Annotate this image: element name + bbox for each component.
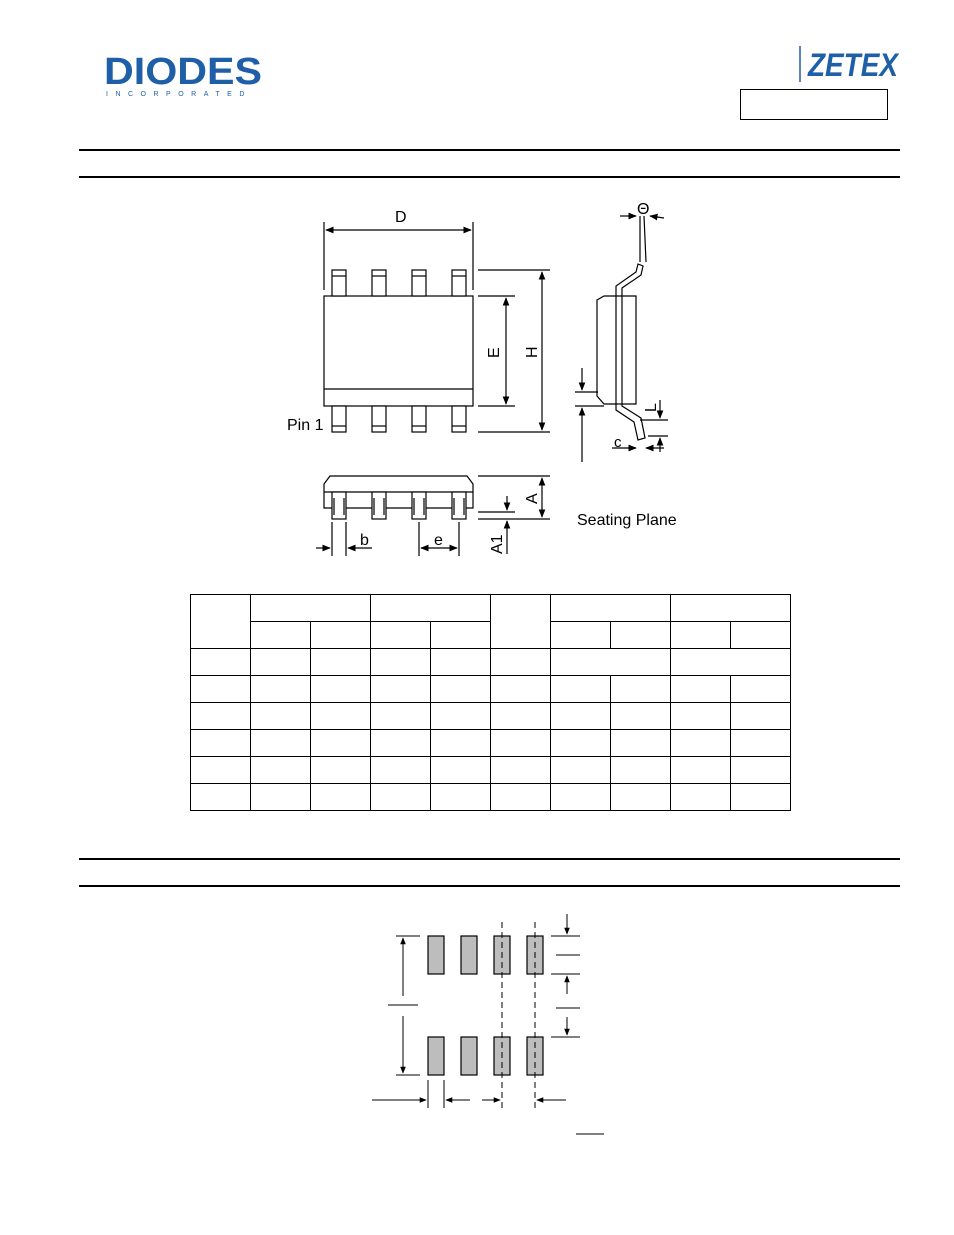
label-b: b (360, 532, 369, 549)
table-cell (551, 730, 611, 757)
table-cell (611, 757, 671, 784)
table-cell (611, 622, 671, 649)
table-cell (371, 730, 431, 757)
label-A: A (524, 493, 541, 504)
table-cell (371, 703, 431, 730)
table-cell (251, 649, 311, 676)
table-cell (671, 784, 731, 811)
table-cell (371, 622, 431, 649)
table-cell (491, 784, 551, 811)
table-row (191, 784, 791, 811)
table-cell (731, 784, 791, 811)
table-cell (551, 784, 611, 811)
label-e: e (434, 532, 443, 549)
table-cell (371, 757, 431, 784)
table-cell (731, 622, 791, 649)
pad-top-1 (428, 936, 444, 974)
table-cell (731, 757, 791, 784)
table-cell (491, 676, 551, 703)
zetex-logo-text: ZETEX (807, 47, 900, 83)
table-cell (371, 595, 491, 622)
table-cell (311, 649, 371, 676)
label-seating-plane: Seating Plane (577, 512, 677, 529)
table-cell (431, 730, 491, 757)
table-cell (311, 757, 371, 784)
pad-bottom-1 (428, 1037, 444, 1075)
table-cell (551, 757, 611, 784)
table-cell (491, 757, 551, 784)
table-cell (551, 595, 671, 622)
table-cell (191, 730, 251, 757)
table-cell (731, 730, 791, 757)
table-cell (431, 622, 491, 649)
table-cell (311, 784, 371, 811)
table-cell (251, 730, 311, 757)
table-cell (191, 784, 251, 811)
table-cell (671, 676, 731, 703)
table-row (191, 703, 791, 730)
table-cell (671, 757, 731, 784)
table-cell (551, 676, 611, 703)
table-cell (491, 703, 551, 730)
table-cell (431, 784, 491, 811)
table-cell (191, 649, 251, 676)
diodes-logo-text: DIODES (104, 52, 262, 93)
table-cell (251, 595, 371, 622)
table-cell (671, 595, 791, 622)
table-cell (491, 595, 551, 649)
table-cell (431, 649, 491, 676)
table-cell (551, 649, 671, 676)
table-cell (371, 649, 431, 676)
table-cell (431, 757, 491, 784)
table-cell (191, 757, 251, 784)
table-cell (251, 703, 311, 730)
table-row (191, 730, 791, 757)
table-cell (251, 622, 311, 649)
table-cell (311, 676, 371, 703)
table-cell (611, 676, 671, 703)
table-cell (191, 595, 251, 649)
table-cell (311, 703, 371, 730)
pad-bottom-2 (461, 1037, 477, 1075)
label-A1: A1 (489, 534, 506, 554)
table-cell (311, 730, 371, 757)
table-cell (251, 757, 311, 784)
table-cell (611, 784, 671, 811)
table-cell (191, 676, 251, 703)
table-row (191, 757, 791, 784)
label-H: H (524, 346, 541, 358)
pad-top-2 (461, 936, 477, 974)
table-cell (551, 622, 611, 649)
table-cell (251, 784, 311, 811)
table-cell (311, 622, 371, 649)
label-L: L (643, 403, 660, 412)
table-cell (551, 703, 611, 730)
label-pin1: Pin 1 (287, 417, 324, 434)
table-cell (671, 649, 791, 676)
table-cell (491, 730, 551, 757)
table-cell (671, 622, 731, 649)
table-cell (371, 676, 431, 703)
label-c: c (614, 434, 622, 451)
table-cell (731, 703, 791, 730)
dimension-table (190, 594, 791, 811)
table-cell (671, 730, 731, 757)
table-cell (371, 784, 431, 811)
table-row (191, 676, 791, 703)
table-cell (431, 703, 491, 730)
table-cell (491, 649, 551, 676)
table-cell (191, 703, 251, 730)
table-cell (611, 703, 671, 730)
table-cell (611, 730, 671, 757)
table-cell (431, 676, 491, 703)
table-cell (671, 703, 731, 730)
label-theta: Θ (637, 201, 650, 218)
label-E: E (486, 347, 503, 358)
label-D: D (395, 209, 407, 226)
table-cell (251, 676, 311, 703)
table-row (191, 649, 791, 676)
table-cell (731, 676, 791, 703)
diodes-logo-subtext: INCORPORATED (106, 91, 252, 98)
